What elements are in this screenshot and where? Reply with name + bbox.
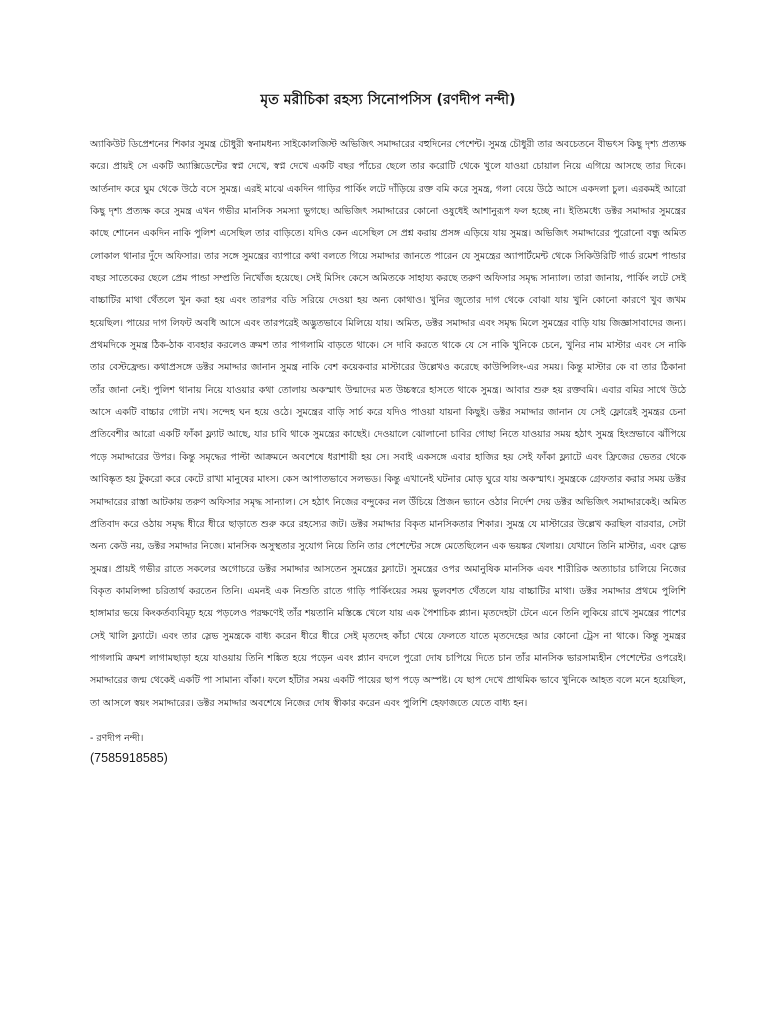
author-phone: (7585918585) [90, 750, 168, 765]
synopsis-paragraph: অ্যাকিউট ডিপ্রেশনের শিকার সুমন্ত্র চৌধুরী স্বনামধন্য সাইকোলজিস্ট অভিজিৎ সমাদ্দারের বহুদিনের পেশেন্ট। সুমন্ত্র চৌধুরী তার অবচেতনে বীভৎস কিছু দৃশ্য প্রত্যক্ষ করে। প্রায়ই সে একটি অ্যাক্সিডেন্টের স্বপ্ন দেখে, স্বপ্ন দেখে একটি বছর পাঁচের ছেলে তার করোটি থেকে খুলে যাওয়া চোয়াল নিয়ে এগিয়ে আসছে তার দিকে। আর্তনাদ করে ঘুম থেকে উঠে বসে সুমন্ত্র। এরই মাঝে একদিন গাড়ির পার্কিং লটে দাঁড়িয়ে রক্ত বমি করে সুমন্ত্র, গলা বেয়ে উঠে আসে একদলা চুল। এরকমই আরো কিছু দৃশ্য প্রত্যক্ষ করে সুমন্ত্র এখন গভীর মানসিক সমস্যা ভুগছে। অভিজিৎ সমাদ্দারের কোনো ওষুধেই আশানুরূপ ফল হচ্ছে না। ইতিমধ্যে ডক্টর সমাদ্দার সুমন্ত্রের কাছে শোনেন একদিন নাকি পুলিশ এসেছিল তার বাড়িতে। যদিও কেন এসেছিল সে প্রশ্ন করায় প্রসঙ্গ এড়িয়ে যায় সুমন্ত্র। অভিজিৎ সমাদ্দারের পুরোনো বন্ধু অমিত লোকাল থানার দুঁদে অফিসার। তার সঙ্গে সুমন্ত্রের ব্যাপারে কথা বলতে গিয়ে সমাদ্দার জানতে পারেন যে সুমন্ত্রের অ্যাপার্টমেন্ট থেকে সিকিউরিটি গার্ড রমেশ পান্ডার বছর সাতেকের ছেলে প্রেম পান্ডা সম্প্রতি নিখোঁজ হয়েছে। সেই মিসিং কেসে অমিতকে সাহায্য করছে তরুণ অফিসার সমৃদ্ধ সান্যাল। তারা জানায়, পার্কিং লটে সেই বাচ্চাটির মাথা থেঁতলে খুন করা হয় এবং তারপর বডি সরিয়ে দেওয়া হয় অন্য কোথাও। খুনির জুতোর দাগ থেকে বোঝা যায় খুনি কোনো কারণে খুব জখম হয়েছিল। পায়ের দাগ লিফট অবধি আসে এবং তারপরেই অদ্ভুতভাবে মিলিয়ে যায়। অমিত, ডক্টর সমাদ্দার এবং সমৃদ্ধ মিলে সুমন্ত্রের বাড়ি যায় জিজ্ঞাসাবাদের জন্য। প্রথমদিকে সুমন্ত্র ঠিক-ঠাক ব্যবহার করলেও ক্রমশ তার পাগলামি বাড়তে থাকে। সে দাবি করতে থাকে যে সে নাকি খুনিকে চেনে, খুনির নাম মাস্টার এবং সে নাকি তার বেস্টফ্রেন্ড। কথাপ্রসঙ্গে ডক্টর সমাদ্দার জানান সুমন্ত্র নাকি বেশ কয়েকবার মাস্টারের উল্লেখও করেছে কাউন্সিলিং-এর সময়। কিন্তু মাস্টার কে বা তার ঠিকানা তাঁর জানা নেই। পুলিশ থানায় নিয়ে যাওয়ার কথা তোলায় অকস্মাৎ উন্মাদের মত উচ্চস্বরে হাসতে থাকে সুমন্ত্র। আবার শুরু হয় রক্তবমি। এবার বমির সাথে উঠে আসে একটি বাচ্চার গোটা নখ। সন্দেহ ঘন হয়ে ওঠে। সুমন্ত্রের বাড়ি সার্চ করে যদিও পাওয়া যায়না কিছুই। ডক্টর সমাদ্দার জানান যে সেই ফ্লোরেই সুমন্ত্রর চেনা প্রতিবেশীর আরো একটি ফাঁকা ফ্ল্যাট আছে, যার চাবি থাকে সুমন্ত্রের কাছেই। দেওয়ালে ঝোলানো চাবির গোছা নিতে যাওয়ার সময় হঠাৎ সুমন্ত্র হিংস্রভাবে ঝাঁপিয়ে পড়ে সমাদ্দারের উপর। কিন্তু সমৃদ্ধের পাল্টা আক্রমনে অবশেষে ধরাশায়ী হয় সে। সবাই একসঙ্গে এবার হাজির হয় সেই ফাঁকা ফ্ল্যাটে এবং ফ্রিজের ভেতর থেকে আবিষ্কৃত হয় টুকরো করে কেটে রাখা মানুষের মাংস। কেস আপাতভাবে সলভড। কিন্তু এখানেই ঘটনার মোড় ঘুরে যায় অকস্মাৎ। সুমন্ত্রকে গ্রেফতার করার সময় ডক্টর সমাদ্দারের রাস্তা আটকায় তরুণ অফিসার সমৃদ্ধ সান্যাল। সে হঠাৎ নিজের বন্দুকের নল উঁচিয়ে প্রিজন ভ্যানে ওঠার নির্দেশ দেয় ডক্টর অভিজিৎ সমাদ্দারকেই। অমিত প্রতিবাদ করে ওঠায় সমৃদ্ধ ধীরে ধীরে ছাড়াতে শুরু করে রহস্যের জট। ডক্টর সমাদ্দার বিকৃত মানসিকতার শিকার। সুমন্ত্র যে মাস্টারের উল্লেখ করছিল বারবার, সেটা অন্য কেউ নয়, ডক্টর সমাদ্দার নিজে। মানসিক অসুস্থতার সুযোগ নিয়ে তিনি তার পেশেন্টের সঙ্গে মেতেছিলেন এক ভয়ঙ্কর খেলায়। যেখানে তিনি মাস্টার, এবং স্লেভ সুমন্ত্র। প্রায়ই গভীর রাতে সকলের অগোচরে ডক্টর সমাদ্দার আসতেন সুমন্ত্রের ফ্ল্যাটে। সুমন্ত্রের ওপর অমানুষিক মানসিক এবং শারীরিক অত্যাচার চালিয়ে নিজের বিকৃত কামলিপ্সা চরিতার্থ করতেন তিনি। এমনই এক নিশুতি রাতে গাড়ি পার্কিংয়ের সময় ভুলবশত থেঁতলে যায় বাচ্চাটির মাথা। ডক্টর সমাদ্দার প্রথমে পুলিশি হাঙ্গামার ভয়ে কিংকর্তব্যবিমূঢ় হয়ে পড়লেও পরক্ষণেই তাঁর শয়তানি মস্তিষ্কে খেলে যায় এক পৈশাচিক প্ল্যান। মৃতদেহটা টেনে এনে তিনি লুকিয়ে রাখে সুমন্ত্রের পাশের সেই খালি ফ্ল্যাটে। এবং তার স্লেভ সুমন্ত্রকে বাধ্য করেন ধীরে ধীরে সেই মৃতদেহ কাঁচা খেয়ে ফেলতে যাতে মৃতদেহের আর কোনো ট্রেস না থাকে। কিন্তু সুমন্ত্রর পাগলামি ক্রমশ লাগামছাড়া হয়ে যাওয়ায় তিনি শঙ্কিত হয়ে পড়েন এবং প্ল্যান বদলে পুরো দোষ চাপিয়ে দিতে চান তাঁর মানসিক ভারসাম্যহীন পেশেন্টের ওপরেই।সমাদ্দারের জন্ম থেকেই একটি পা সামান্য বাঁকা। ফলে হাঁটার সময় একটি পায়ের ছাপ পড়ে অস্পষ্ট। যে ছাপ দেখে প্রাথমিক ভাবে খুনিকে আহত বলে মনে হয়েছিল, তা আসলে স্বয়ং সমাদ্দারের। ডক্টর সমাদ্দার অবশেষে নিজের দোষ স্বীকার করেন এবং পুলিশি হেফাজতে যেতে বাধ্য হন। [90, 139, 686, 709]
document-title: মৃত মরীচিকা রহস্য সিনোপসিস (রণদীপ নন্দী) [260, 92, 516, 108]
author-signature: - রণদীপ নন্দী। [90, 732, 144, 744]
